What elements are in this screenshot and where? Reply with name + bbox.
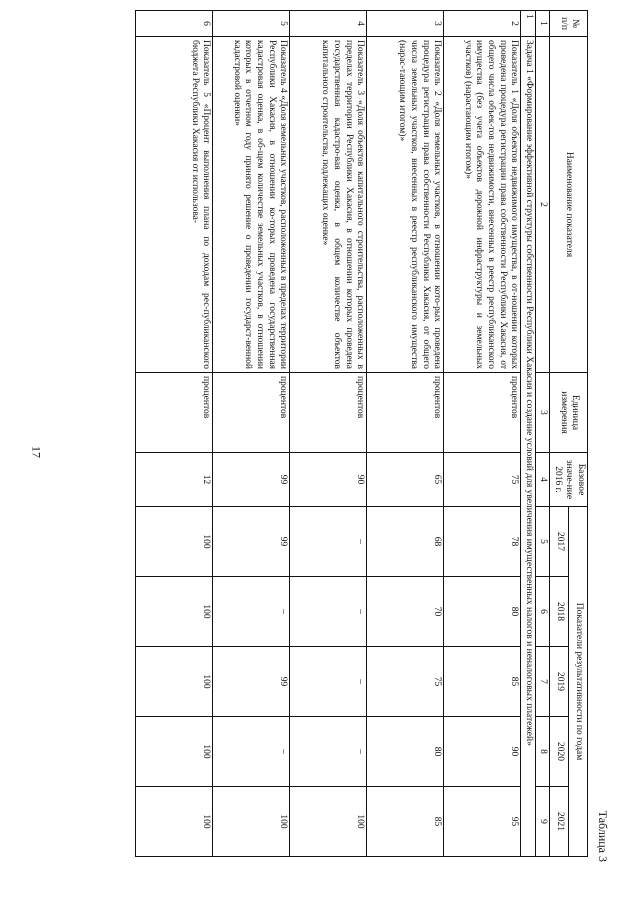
row-num: 6 — [136, 11, 213, 37]
row-value-2018: 100 — [136, 577, 213, 647]
row-value-2018: – — [213, 577, 290, 647]
row-num: 3 — [367, 11, 444, 37]
table-row — [213, 11, 290, 857]
row-num: 4 — [290, 11, 367, 37]
row-value-2020: – — [213, 717, 290, 787]
row-unit: процентов — [213, 373, 290, 453]
row-value-2019: – — [290, 647, 367, 717]
row-value-2019: 85 — [444, 647, 521, 717]
row-value-2021: 100 — [213, 787, 290, 857]
rotated-page-content — [150, 10, 610, 870]
row-unit: процентов — [444, 373, 521, 453]
task-text: Задача 1 «Формирование эффективной структуры собственности Республики Хакасия и создание условий для увеличения имущественных налогов и неналоговых платежей» — [521, 37, 536, 857]
row-value-2018: 70 — [367, 577, 444, 647]
header-year: 2018 — [550, 577, 569, 647]
row-name: Показатель 4 «Доля земельных участков, расположенных в пределах территории Республики Хакасия, в отношении ко-торых проведена государственная кадастровая оценка, в об-щем количестве земельных участков, в отношении которых в отчетном году принято решение о проведении государст-венной кадастровой оценки» — [213, 37, 290, 373]
table-row — [444, 11, 521, 857]
column-number: 7 — [535, 647, 550, 717]
row-value-2017: 99 — [213, 507, 290, 577]
header-year: 2021 — [550, 787, 569, 857]
row-value-2021: 100 — [136, 787, 213, 857]
row-num: 2 — [444, 11, 521, 37]
column-number: 8 — [535, 717, 550, 787]
row-unit: процентов — [290, 373, 367, 453]
row-value-2020: 100 — [136, 717, 213, 787]
row-value-2020: 80 — [367, 717, 444, 787]
page-number: 17 — [29, 446, 44, 458]
row-name: Показатель 3 «Доля объектов капитального строительства, расположенных в пределах территории Республики Хакасия, в отношении которых проведена государственная кадастро-вая оценка, в общем количестве объектов капитального строительства, подлежащих оценке» — [290, 37, 367, 373]
row-value-2019: 99 — [213, 647, 290, 717]
row-value-2021: 85 — [367, 787, 444, 857]
row-value-2019: 75 — [367, 647, 444, 717]
column-number: 2 — [535, 37, 550, 373]
header-name: Наименование показателя — [550, 37, 588, 373]
row-value-2019: 100 — [136, 647, 213, 717]
header-num: № п/п — [550, 11, 588, 37]
row-base: 90 — [290, 453, 367, 507]
column-number: 5 — [535, 507, 550, 577]
row-value-2021: 100 — [290, 787, 367, 857]
row-name: Показатель 2 «Доля земельных участков, в отношении кото-рых проведена процедура регистрации права собственности Республики Хакасия, от общего числа земельных участков, внесенных в реестр республиканского имущества (нарас-тающим итогом)» — [367, 37, 444, 373]
row-base: 65 — [367, 453, 444, 507]
column-number: 1 — [535, 11, 550, 37]
table-row — [136, 11, 213, 857]
column-number: 6 — [535, 577, 550, 647]
row-value-2018: – — [290, 577, 367, 647]
column-number: 9 — [535, 787, 550, 857]
header-unit: Единица измерения — [550, 373, 588, 453]
header-year: 2017 — [550, 507, 569, 577]
row-num: 5 — [213, 11, 290, 37]
column-number: 4 — [535, 453, 550, 507]
column-number: 3 — [535, 373, 550, 453]
row-value-2017: 100 — [136, 507, 213, 577]
header-year: 2019 — [550, 647, 569, 717]
row-base: 12 — [136, 453, 213, 507]
row-value-2017: 68 — [367, 507, 444, 577]
table-row — [290, 11, 367, 857]
header-years-group: Показатели результативности по годам — [569, 507, 588, 857]
row-value-2021: 95 — [444, 787, 521, 857]
indicators-table — [135, 10, 588, 857]
row-base: 99 — [213, 453, 290, 507]
header-base: Базовое значе-ние 2016 г. — [550, 453, 588, 507]
row-unit: процентов — [367, 373, 444, 453]
table-caption: Таблица 3 — [596, 810, 610, 862]
task-row — [521, 11, 536, 857]
table-row — [367, 11, 444, 857]
row-value-2018: 80 — [444, 577, 521, 647]
row-name: Показатель 1 «Доля объектов недвижимого имущества, в от-ношении которых проведена процедура регистрации права собственности Республики Хакасия, от общего числа объек-тов недвижимости, внесенных в реестр республиканского имущества (без учета объектов дорожной инфраструктуры и земельных участков) (нарастающим итогом)» — [444, 37, 521, 373]
row-value-2017: 78 — [444, 507, 521, 577]
row-value-2020: 90 — [444, 717, 521, 787]
task-num: 1 — [521, 11, 536, 37]
row-base: 75 — [444, 453, 521, 507]
header-row-1 — [569, 11, 588, 857]
column-numbers-row — [535, 11, 550, 857]
header-year: 2020 — [550, 717, 569, 787]
row-value-2020: – — [290, 717, 367, 787]
row-unit: процентов — [136, 373, 213, 453]
row-name: Показатель 5 «Процент выполнения плана по доходам рес-публиканского бюджета Республики Хакасия от использова- — [136, 37, 213, 373]
row-value-2017: – — [290, 507, 367, 577]
